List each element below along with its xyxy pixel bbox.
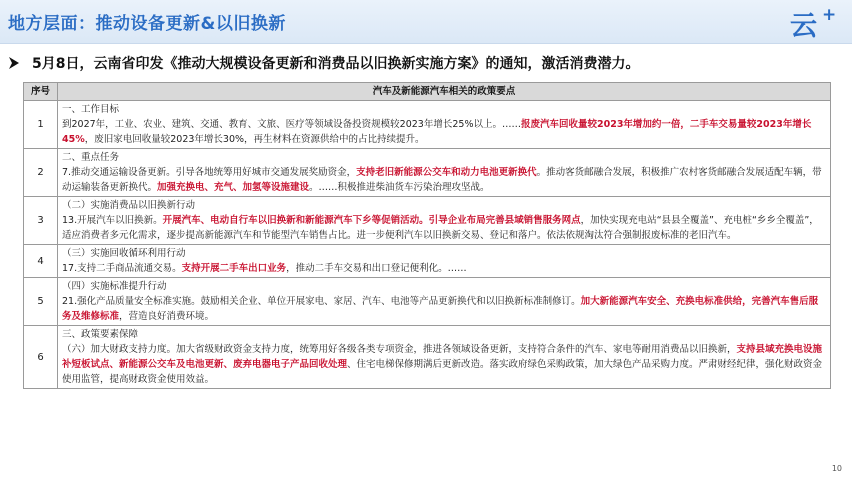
text-segment: 一、工作目标 [62, 104, 120, 115]
table-row [24, 245, 831, 278]
section-heading [62, 150, 826, 165]
section-heading [62, 102, 826, 117]
row-content [58, 197, 831, 245]
row-content [58, 149, 831, 197]
text-segment: 三、政策要素保障 [62, 329, 139, 340]
logo-text: 云 [790, 11, 817, 40]
text-segment: ，营造良好消费环境。 [119, 311, 215, 322]
row-index: 2 [24, 149, 58, 197]
highlighted-text: 支持县域充换电设施补短板试点、新能源公交车及电池更新、废弃电器电子产品回收处理 [62, 344, 823, 370]
header-content: 汽车及新能源汽车相关的政策要点 [58, 83, 831, 101]
row-content [58, 101, 831, 149]
highlighted-text: 开展汽车、电动自行车以旧换新和新能源汽车下乡等促销活动。引导企业布局完善县域销售服务网点 [162, 215, 581, 226]
row-index: 5 [24, 278, 58, 326]
table-body [24, 101, 831, 389]
section-heading [62, 327, 826, 342]
policy-text [62, 342, 826, 387]
table-row [24, 326, 831, 389]
table-header-row [24, 83, 831, 101]
text-segment: 。推动客货邮融合发展，积极推广农村客货邮融合发展适配车辆，带动运输装备更新换代。 [62, 167, 822, 193]
policy-table [23, 82, 831, 389]
row-index: 1 [24, 101, 58, 149]
table-row [24, 101, 831, 149]
arrow-bullet-icon [8, 55, 24, 71]
section-heading [62, 246, 826, 261]
text-segment: 二、重点任务 [62, 152, 120, 163]
text-segment: 17.支持二手商品流通交易。 [62, 263, 182, 274]
highlighted-text: 加强充换电、充气、加氢等设施建设 [157, 182, 310, 193]
policy-text [62, 117, 826, 147]
policy-text [62, 213, 826, 243]
highlighted-text: 支持老旧新能源公交车和动力电池更新换代 [356, 167, 537, 178]
row-content [58, 326, 831, 389]
policy-text [62, 165, 826, 195]
section-heading [62, 279, 826, 294]
header-bar [0, 0, 852, 44]
text-segment: 、住宅电梯保修期满后更新改造。落实政府绿色采购政策，加大绿色产品采购力度。严肃财经纪律，强化财政资金使用监管，提高财政资金使用效益。 [62, 359, 823, 385]
subtitle-row [8, 52, 848, 74]
page-title: 地方层面：推动设备更新&以旧换新 [8, 14, 286, 34]
text-segment: 13.开展汽车以旧换新。 [62, 215, 163, 226]
text-segment: 到2027年，工业、农业、建筑、交通、教育、文旅、医疗等领域设备投资规模较2023年增长25%以上。…… [62, 119, 521, 130]
text-segment: （二）实施消费品以旧换新行动 [62, 200, 196, 211]
page-number: 10 [831, 464, 842, 473]
header-index: 序号 [24, 83, 58, 101]
text-segment: 。……积极推进柴油货车污染治理攻坚战。 [309, 182, 490, 193]
text-segment: （三）实施回收循环利用行动 [62, 248, 186, 259]
row-index: 3 [24, 197, 58, 245]
highlighted-text: 支持开展二手车出口业务 [181, 263, 287, 274]
policy-text [62, 294, 826, 324]
text-segment: （四）实施标准提升行动 [62, 281, 167, 292]
text-segment: ，推动二手车交易和出口登记便利化。…… [286, 263, 467, 274]
table-row [24, 197, 831, 245]
text-segment: ，废旧家电回收量较2023年增长30%，再生材料在资源供给中的占比持续提升。 [84, 134, 425, 145]
table-row [24, 149, 831, 197]
text-segment: （六）加大财政支持力度。加大省级财政资金支持力度，统筹用好各级各类专项资金，推进各领域设备更新，支持符合条件的汽车、家电等耐用消费品以旧换新， [62, 344, 737, 355]
text-segment: ，加快实现充电站“县县全覆盖”、充电桩“乡乡全覆盖”，适应消费者多元化需求，逐步提高新能源汽车和节能型汽车销售占比。进一步便利汽车以旧换新交易、登记和落户。依法依规淘汰符合强制报废标准的老旧汽车。 [62, 215, 819, 241]
subtitle-text: 5月8日，云南省印发《推动大规模设备更新和消费品以旧换新实施方案》的通知，激活消费潜力。 [32, 56, 640, 72]
row-index: 6 [24, 326, 58, 389]
company-logo-icon [784, 4, 840, 40]
highlighted-text: 加大新能源汽车安全、充换电标准供给，完善汽车售后服务及维修标准 [62, 296, 819, 322]
policy-text [62, 261, 826, 276]
highlighted-text: 报废汽车回收量较2023年增加约一倍，二手车交易量较2023年增长45% [62, 119, 812, 145]
row-content [58, 278, 831, 326]
text-segment: 21.强化产品质量安全标准实施。鼓励相关企业、单位开展家电、家居、汽车、电池等产品更新换代和以旧换新标准制修订。 [62, 296, 581, 307]
row-content [58, 245, 831, 278]
logo-mark: + [822, 5, 837, 25]
row-index: 4 [24, 245, 58, 278]
table-row [24, 278, 831, 326]
text-segment: 7.推动交通运输设备更新。引导各地统筹用好城市交通发展奖励资金， [62, 167, 357, 178]
section-heading [62, 198, 826, 213]
